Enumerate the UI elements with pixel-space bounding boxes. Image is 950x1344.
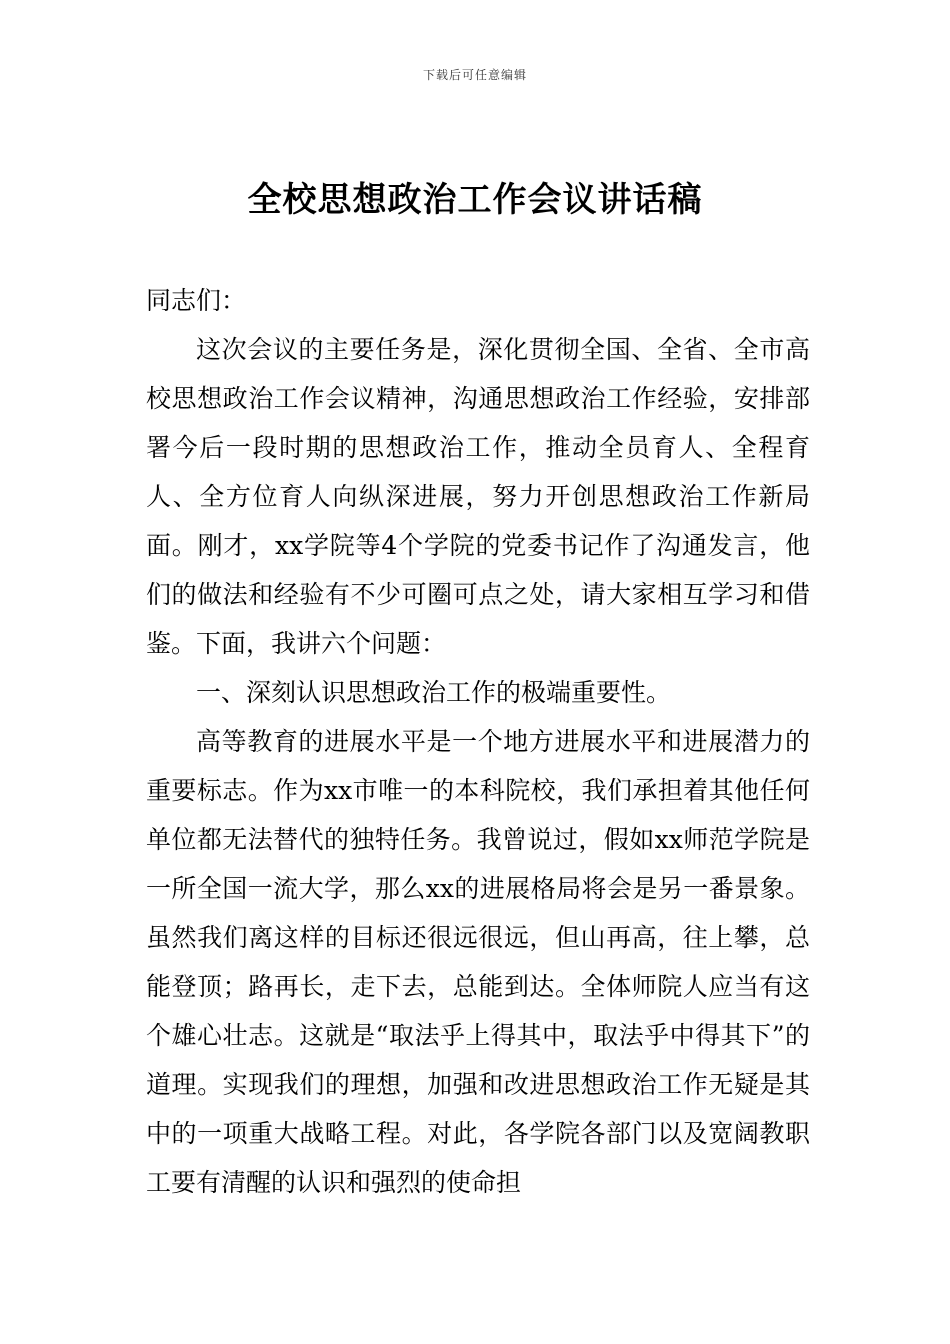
paragraph-intro: 这次会议的主要任务是，深化贯彻全国、全省、全市高校思想政治工作会议精神，沟通思想政治工作经验，安排部署今后一段时期的思想政治工作，推动全员育人、全程育人、全方位育人向纵深进展，努力开创思想政治工作新局面。刚才，xx学院等4个学院的党委书记作了沟通发言，他们的做法和经验有不少可圈可点之处，请大家相互学习和借鉴。下面，我讲六个问题： bbox=[146, 335, 810, 658]
header-note: 下载后可任意编辑 bbox=[422, 68, 527, 82]
document-title: 全校思想政治工作会议讲话稿 bbox=[247, 180, 703, 220]
document-body bbox=[146, 276, 810, 1207]
section-heading-1: 一、深刻认识思想政治工作的极端重要性。 bbox=[196, 678, 672, 707]
paragraph-section-1: 高等教育的进展水平是一个地方进展水平和进展潜力的重要标志。作为xx市唯一的本科院校，我们承担着其他任何单位都无法替代的独特任务。我曾说过，假如xx师范学院是一所全国一流大学，那么xx的进展格局将会是另一番景象。虽然我们离这样的目标还很远很远，但山再高，往上攀，总能登顶；路再长，走下去，总能到达。全体师院人应当有这个雄心壮志。这就是“取法乎上得其中，取法乎中得其下”的道理。实现我们的理想，加强和改进思想政治工作无疑是其中的一项重大战略工程。对此，各学院各部门以及宽阔教职工要有清醒的认识和强烈的使命担 bbox=[146, 727, 810, 1197]
salutation: 同志们： bbox=[146, 286, 247, 315]
